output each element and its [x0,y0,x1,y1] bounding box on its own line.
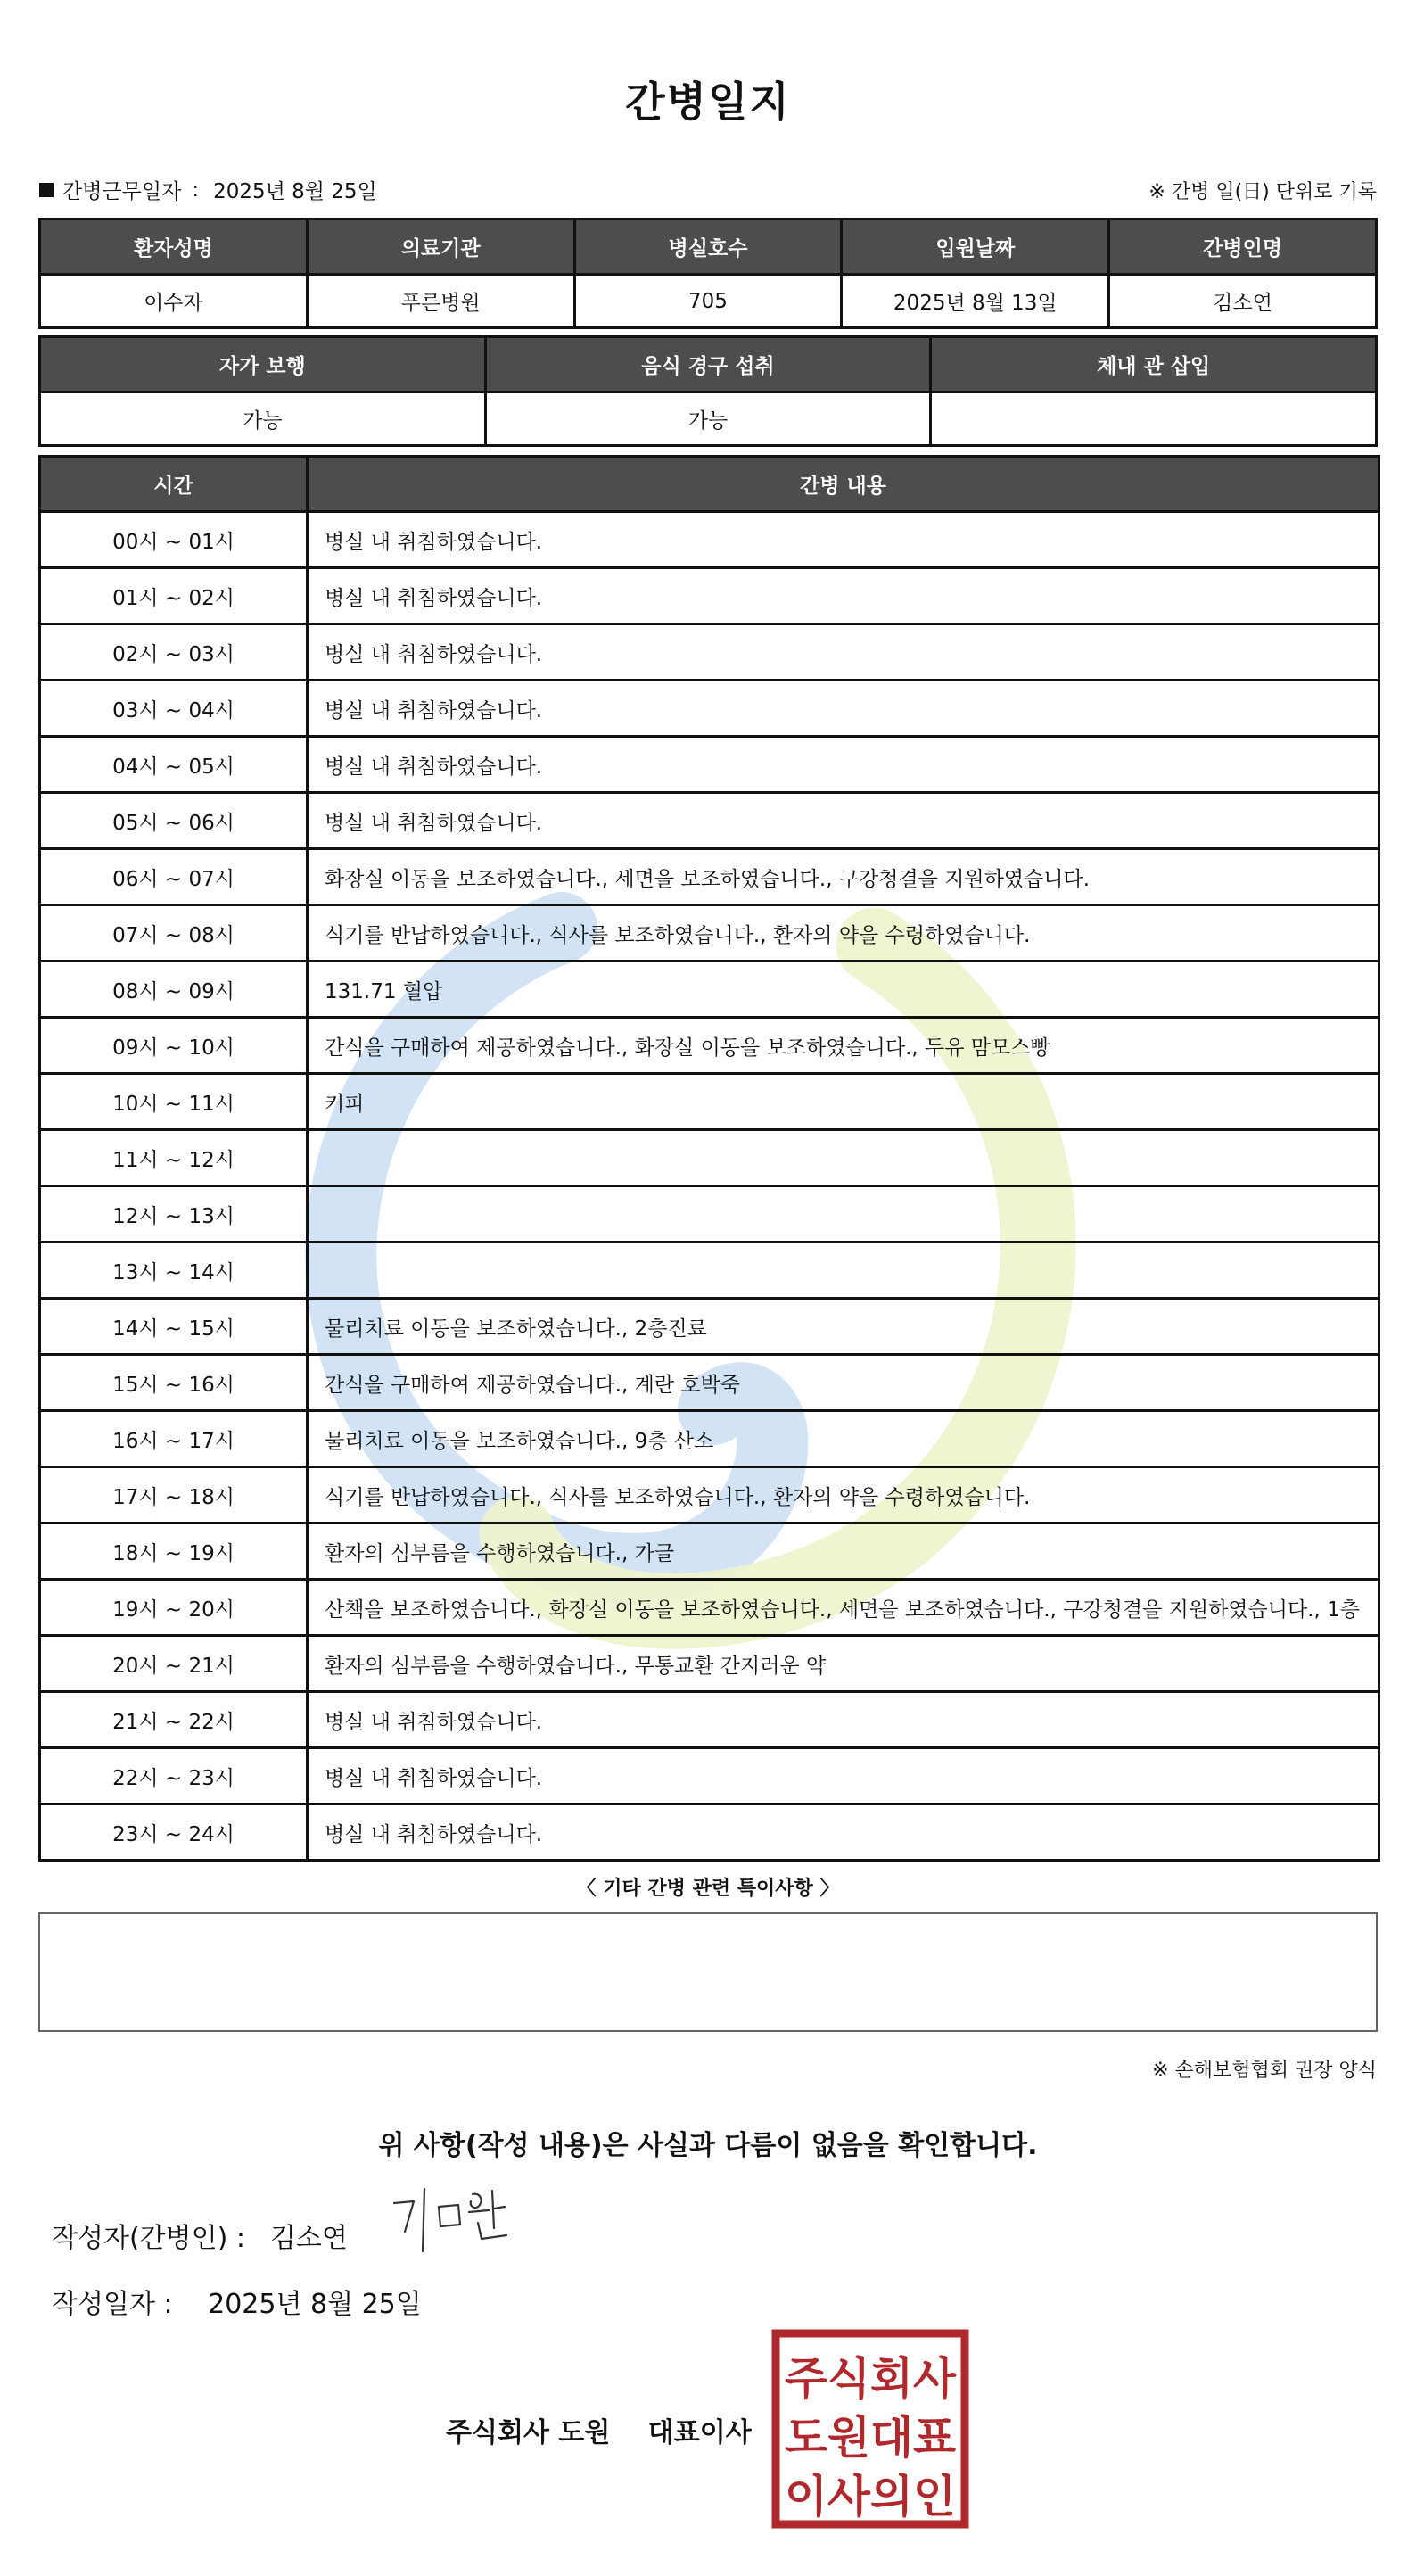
log-row [40,849,1379,905]
form-note: ※ 손해보험협회 권장 양식 [1152,2060,1377,2082]
log-content [308,1243,1379,1299]
log-row [40,624,1379,681]
log-row [40,1186,1379,1243]
writer-label: 작성자(간병인) : [52,2223,245,2254]
header-patient-name: 환자성명 [40,219,308,275]
log-time: 02시 ~ 03시 [40,624,308,681]
log-time: 01시 ~ 02시 [40,568,308,624]
log-row [40,1523,1379,1580]
log-row [40,1804,1379,1861]
patient-status-table [38,335,1378,447]
log-row [40,568,1379,624]
work-date-line [39,175,377,204]
log-content: 간식을 구매하여 제공하였습니다., 화장실 이동을 보조하였습니다., 두유 맘모스빵 [308,1018,1379,1074]
patient-value-row [40,275,1377,328]
writer-line [52,2216,348,2255]
log-content [308,1130,1379,1186]
tube-insertion-value [931,392,1377,446]
seal-line-1: 주식회사 [785,2353,957,2405]
log-content: 산책을 보조하였습니다., 화장실 이동을 보조하였습니다., 세면을 보조하였습니다., 구강청결을 지원하였습니다., 1층 [308,1580,1379,1636]
header-caregiver-name: 간병인명 [1109,219,1377,275]
work-date-separator: : [192,178,200,202]
log-time: 12시 ~ 13시 [40,1186,308,1243]
special-notes-title: 〈 기타 간병 관련 특이사항 〉 [576,1878,840,1900]
hospital-name: 푸른병원 [307,275,574,328]
log-row [40,1355,1379,1411]
log-row [40,962,1379,1018]
status-value-row [40,392,1377,446]
header-room-number: 병실호수 [574,219,842,275]
header-oral-intake: 음식 경구 섭취 [485,337,931,392]
written-date-value: 2025년 8월 25일 [208,2289,422,2320]
caregiver-name: 김소연 [1109,275,1377,328]
header-time: 시간 [40,457,308,512]
log-content: 물리치료 이동을 보조하였습니다., 2층진료 [308,1299,1379,1355]
special-notes-box [38,1912,1378,2032]
confirmation-statement: 위 사항(작성 내용)은 사실과 다름이 없음을 확인합니다. [378,2130,1038,2161]
header-admission-date: 입원날짜 [842,219,1109,275]
log-content: 병실 내 취침하였습니다. [308,624,1379,681]
log-time: 16시 ~ 17시 [40,1411,308,1467]
log-time: 08시 ~ 09시 [40,962,308,1018]
seal-line-3: 이사의인 [785,2471,956,2522]
writer-name: 김소연 [269,2223,348,2254]
room-number: 705 [574,275,842,328]
log-time: 07시 ~ 08시 [40,905,308,962]
log-content: 커피 [308,1074,1379,1130]
log-row [40,1018,1379,1074]
log-content: 화장실 이동을 보조하였습니다., 세면을 보조하였습니다., 구강청결을 지원하였습니다. [308,849,1379,905]
log-time: 18시 ~ 19시 [40,1523,308,1580]
log-time: 11시 ~ 12시 [40,1130,308,1186]
patient-info-table [38,218,1378,329]
written-date-label: 작성일자 : [52,2289,173,2320]
status-header-row [40,337,1377,392]
header-self-walking: 자가 보행 [40,337,486,392]
log-content [308,1186,1379,1243]
log-content: 간식을 구매하여 제공하였습니다., 계란 호박죽 [308,1355,1379,1411]
log-content: 병실 내 취침하였습니다. [308,568,1379,624]
log-content: 병실 내 취침하였습니다. [308,1748,1379,1804]
log-content: 병실 내 취침하였습니다. [308,737,1379,793]
log-content: 병실 내 취침하였습니다. [308,1692,1379,1748]
log-time: 17시 ~ 18시 [40,1467,308,1523]
log-content: 병실 내 취침하였습니다. [308,681,1379,737]
patient-name: 이수자 [40,275,308,328]
company-role: 대표이사 [647,2417,752,2448]
oral-intake-value: 가능 [485,392,931,446]
company-seal-stamp [770,2328,970,2530]
log-row [40,1692,1379,1748]
log-content: 병실 내 취침하였습니다. [308,1804,1379,1861]
log-content: 물리치료 이동을 보조하였습니다., 9층 산소 [308,1411,1379,1467]
log-time: 21시 ~ 22시 [40,1692,308,1748]
log-time: 03시 ~ 04시 [40,681,308,737]
log-row [40,1636,1379,1692]
log-row [40,1748,1379,1804]
log-content: 병실 내 취침하였습니다. [308,512,1379,568]
document-title: 간병일지 [625,78,791,126]
log-content: 식기를 반납하였습니다., 식사를 보조하였습니다., 환자의 약을 수령하였습니다. [308,1467,1379,1523]
log-row [40,1467,1379,1523]
company-name: 주식회사 도원 [446,2417,611,2448]
log-row [40,1411,1379,1467]
log-row [40,737,1379,793]
seal-line-2: 도원대표 [785,2412,957,2464]
log-time: 23시 ~ 24시 [40,1804,308,1861]
handwritten-signature [383,2176,535,2257]
log-row [40,1243,1379,1299]
header-care-content: 간병 내용 [308,457,1379,512]
log-time: 00시 ~ 01시 [40,512,308,568]
log-row [40,1580,1379,1636]
log-row [40,793,1379,849]
log-time: 04시 ~ 05시 [40,737,308,793]
written-date-line [52,2282,422,2321]
log-row [40,1130,1379,1186]
log-time: 09시 ~ 10시 [40,1018,308,1074]
patient-header-row [40,219,1377,275]
log-time: 05시 ~ 06시 [40,793,308,849]
log-row [40,681,1379,737]
log-time: 22시 ~ 23시 [40,1748,308,1804]
unit-note: ※ 간병 일(日) 단위로 기록 [1148,181,1377,203]
log-time: 15시 ~ 16시 [40,1355,308,1411]
log-row [40,1074,1379,1130]
header-tube-insertion: 체내 관 삽입 [931,337,1377,392]
work-date-value: 2025년 8월 25일 [213,180,377,203]
work-date-label: 간병근무일자 [62,180,182,203]
log-content: 환자의 심부름을 수행하였습니다., 가글 [308,1523,1379,1580]
square-bullet-icon [39,183,54,197]
log-content: 131.71 혈압 [308,962,1379,1018]
log-time: 14시 ~ 15시 [40,1299,308,1355]
self-walking-value: 가능 [40,392,486,446]
log-row [40,905,1379,962]
care-log-table [38,455,1380,1862]
log-time: 13시 ~ 14시 [40,1243,308,1299]
log-content: 환자의 심부름을 수행하였습니다., 무통교환 간지러운 약 [308,1636,1379,1692]
log-content: 식기를 반납하였습니다., 식사를 보조하였습니다., 환자의 약을 수령하였습니다. [308,905,1379,962]
log-time: 06시 ~ 07시 [40,849,308,905]
log-row [40,512,1379,568]
header-hospital: 의료기관 [307,219,574,275]
log-content: 병실 내 취침하였습니다. [308,793,1379,849]
log-time: 10시 ~ 11시 [40,1074,308,1130]
log-header-row [40,457,1379,512]
company-line [446,2410,752,2449]
admission-date: 2025년 8월 13일 [842,275,1109,328]
log-time: 19시 ~ 20시 [40,1580,308,1636]
log-body [40,512,1379,1861]
log-row [40,1299,1379,1355]
log-time: 20시 ~ 21시 [40,1636,308,1692]
